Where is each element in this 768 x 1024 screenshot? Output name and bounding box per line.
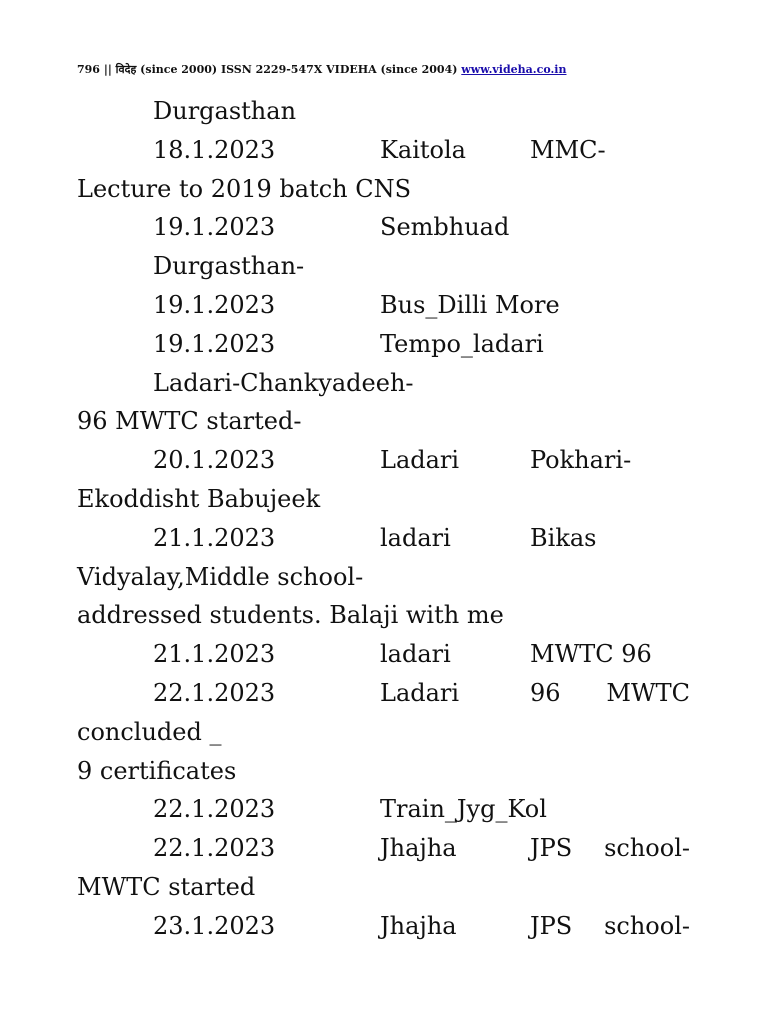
indented-text: Ladari-Chankyadeeh-	[153, 368, 414, 397]
entry-line	[0, 519, 768, 558]
continuation-text: concluded _	[77, 717, 222, 746]
entry-line	[0, 286, 768, 325]
entry-date: 21.1.2023	[153, 640, 276, 669]
entry-place: Bus_Dilli More	[380, 290, 560, 319]
entry-place: Kaitola	[380, 135, 466, 164]
entry-place: Train_Jyg_Kol	[380, 795, 547, 824]
entry-line	[0, 635, 768, 674]
entry-date: 21.1.2023	[153, 523, 276, 552]
activity-word: MWTC	[606, 678, 690, 707]
page-header	[77, 62, 566, 77]
entry-place: Jhajha	[380, 834, 457, 863]
entry-activity: MMC-	[530, 135, 606, 164]
activity-word: school-	[604, 911, 690, 940]
continuation-text: Ekoddisht Babujeek	[77, 484, 321, 513]
entry-place: ladari	[380, 523, 451, 552]
document-body	[0, 92, 768, 946]
text-line	[0, 868, 768, 907]
entry-activity: MWTC 96	[530, 640, 652, 669]
header-separator: ||	[103, 63, 112, 76]
entry-activity	[530, 907, 690, 946]
indented-text: Durgasthan	[153, 97, 297, 125]
header-since-2: (since 2004)	[380, 63, 458, 76]
entry-line	[0, 131, 768, 170]
entry-place: Tempo_ladari	[380, 329, 544, 358]
entry-date: 18.1.2023	[153, 135, 276, 164]
activity-word: school-	[604, 834, 690, 863]
entry-line	[0, 674, 768, 713]
entry-date: 23.1.2023	[153, 911, 276, 940]
entry-date: 22.1.2023	[153, 834, 276, 863]
text-line	[0, 558, 768, 597]
text-line	[0, 480, 768, 519]
header-title-hindi: विदेह	[115, 63, 137, 76]
text-line	[0, 752, 768, 791]
text-line	[0, 364, 768, 403]
entry-place: Sembhuad	[380, 213, 510, 242]
entry-line	[0, 441, 768, 480]
text-line	[0, 596, 768, 635]
entry-place: Jhajha	[380, 911, 457, 940]
text-line	[0, 247, 768, 286]
entry-date: 22.1.2023	[153, 678, 276, 707]
entry-date: 19.1.2023	[153, 329, 276, 358]
entry-activity: Pokhari-	[530, 446, 632, 475]
entry-line	[0, 325, 768, 364]
text-line	[0, 402, 768, 441]
entry-date: 22.1.2023	[153, 795, 276, 824]
entry-place: Ladari	[380, 446, 460, 475]
continuation-text: Lecture to 2019 batch CNS	[77, 174, 412, 203]
entry-line	[0, 790, 768, 829]
continuation-text: 9 certificates	[77, 756, 237, 785]
entry-date: 19.1.2023	[153, 213, 276, 242]
text-line	[0, 713, 768, 752]
continuation-text: Vidyalay,Middle school-	[77, 562, 364, 591]
entry-date: 19.1.2023	[153, 290, 276, 319]
entry-place: Ladari	[380, 678, 460, 707]
header-since-1: (since 2000)	[140, 63, 218, 76]
entry-place: ladari	[380, 640, 451, 669]
entry-date: 20.1.2023	[153, 446, 276, 475]
header-issn: ISSN 2229-547X	[220, 63, 323, 76]
activity-word: JPS	[530, 834, 573, 863]
text-line	[0, 170, 768, 209]
text-line	[0, 92, 768, 131]
page-number: 796	[77, 63, 100, 76]
entry-line	[0, 829, 768, 868]
continuation-text: MWTC started	[77, 872, 256, 901]
header-publication: VIDEHA	[326, 63, 377, 76]
header-link[interactable]: www.videha.co.in	[461, 63, 567, 76]
entry-line	[0, 208, 768, 247]
entry-activity	[530, 674, 690, 713]
continuation-text: addressed students. Balaji with me	[77, 601, 504, 630]
entry-activity	[530, 829, 690, 868]
activity-word: JPS	[530, 911, 573, 940]
continuation-text: 96 MWTC started-	[77, 407, 302, 436]
entry-line	[0, 907, 768, 946]
activity-word: 96	[530, 678, 561, 707]
indented-text: Durgasthan-	[153, 252, 305, 281]
entry-activity: Bikas	[530, 523, 597, 552]
